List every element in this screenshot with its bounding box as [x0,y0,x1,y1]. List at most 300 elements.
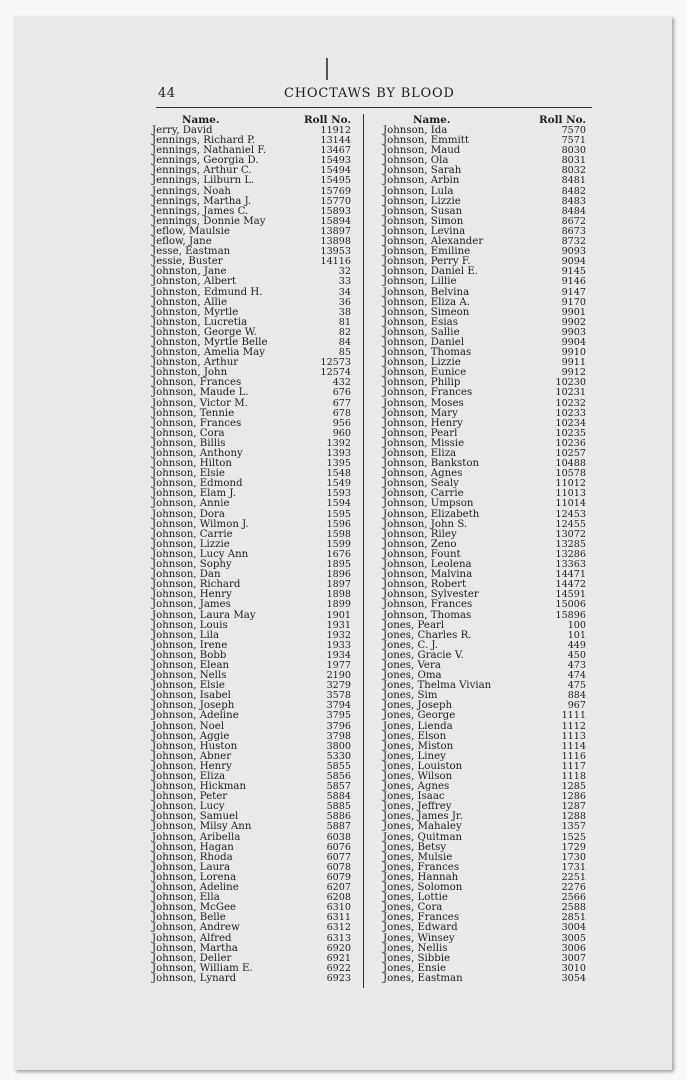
entry-roll-number: 5887 [326,821,351,833]
entry-name: Jones, Mahaley [383,821,462,833]
entry-name: Johnson, James [152,599,231,611]
entry-name: Jones, Liney [383,750,446,762]
entry-roll-number: 3004 [561,922,586,934]
entry-roll-number: 15896 [555,609,586,621]
entry-name: Johnson, Thomas [383,609,472,621]
entry-roll-number: 100 [567,619,586,631]
roll-entry [152,600,351,610]
entry-roll-number: 1288 [561,811,586,823]
entry-name: Johnson, Nells [152,670,227,682]
entry-name: Johnson, Dan [152,569,221,581]
entry-roll-number: 1548 [326,468,351,480]
entry-roll-number: 8484 [561,205,586,217]
roll-entry [383,600,586,610]
entry-roll-number: 2588 [561,902,586,914]
entry-roll-number: 15769 [320,185,351,197]
entry-roll-number: 8732 [561,236,586,248]
entry-name: Johnson, Frances [383,387,473,399]
entry-name: Johnson, Alfred [152,932,232,944]
entry-name: Johnson, Sarah [383,165,462,177]
entry-name: Johnson, Sophy [152,559,232,571]
entry-name: Johnson, Henry [152,760,232,772]
entry-roll-number: 1593 [326,488,351,500]
entry-name: Jones, George [383,710,456,722]
entry-roll-number: 13144 [320,135,351,147]
entry-name: Johnston, Myrtle [152,306,239,318]
entry-name: Johnson, Louis [152,619,228,631]
entry-roll-number: 449 [567,639,586,651]
entry-name: Johnson, Laura [152,861,231,873]
entry-roll-number: 9094 [561,256,586,268]
entry-name: Jones, Gracie V. [383,649,464,661]
entry-name: Johnson, Lizzie [383,195,461,207]
entry-roll-number: 6313 [326,932,351,944]
entry-name: Johnston, Allie [152,296,227,308]
entry-roll-number: 13286 [555,548,586,560]
entry-name: Johnson, Lillie [383,276,457,288]
roll-entry [383,974,586,984]
entry-name: Johnson, Lynard [152,972,237,984]
entry-roll-number: 6208 [326,892,351,904]
entry-name: Johnson, Susan [383,205,463,217]
entry-name: Johnson, Laura May [152,609,256,621]
entry-name: Jones, Quitman [383,831,463,843]
entry-roll-number: 1676 [326,548,351,560]
entry-name: Johnston, Myrtle Belle [152,336,268,348]
entry-name: Johnson, Hagan [152,841,234,853]
entry-name: Johnson, Adeline [152,710,239,722]
entry-name: Johnson, Pearl [383,427,458,439]
entry-name: Jones, Charles R. [383,629,472,641]
entry-roll-number: 2190 [326,670,351,682]
entry-roll-number: 11012 [555,478,586,490]
entry-name: Jones, Joseph [383,700,453,712]
entry-name: Johnson, Carrie [383,488,464,500]
entry-roll-number: 475 [567,680,586,692]
entry-name: Jones, Mulsie [383,851,453,863]
page-title: CHOCTAWS BY BLOOD [284,86,455,101]
entry-roll-number: 13898 [320,236,351,248]
entry-roll-number: 81 [338,316,351,328]
entry-roll-number: 1729 [561,841,586,853]
entry-roll-number: 15495 [320,175,351,187]
entry-name: Johnston, Jane [152,266,227,278]
entry-roll-number: 6920 [326,942,351,954]
entry-name: Johnson, Aggie [152,730,230,742]
entry-name: Jones, Winsey [383,932,455,944]
entry-roll-number: 15494 [320,165,351,177]
entry-name: Johnson, Simeon [383,306,470,318]
entry-name: Johnson, Abner [152,750,232,762]
entry-name: Johnson, Alexander [383,236,484,248]
entry-roll-number: 85 [338,347,351,359]
entry-name: Jessie, Buster [152,256,223,268]
entry-name: Johnson, Martha [152,942,238,954]
entry-name: Jennings, Nathaniel F. [152,145,267,157]
entry-roll-number: 6079 [326,871,351,883]
entry-name: Jennings, Donnie May [152,215,266,227]
entry-name: Johnson, Tennie [152,407,235,419]
entry-name: Jones, Nellis [383,942,448,954]
entry-roll-number: 8481 [561,175,586,187]
entry-roll-number: 1114 [561,740,586,752]
entry-name: Jeflow, Maulsie [152,225,230,237]
entry-roll-number: 82 [338,326,351,338]
entry-name: Jennings, Arthur C. [152,165,252,177]
entry-roll-number: 9093 [561,246,586,258]
entry-roll-number: 8672 [561,215,586,227]
entry-roll-number: 473 [567,659,586,671]
entry-name: Johnson, Thomas [383,347,472,359]
entry-roll-number: 676 [332,387,351,399]
entry-name: Jones, Eastman [383,972,463,984]
entry-name: Johnson, Sallie [383,326,460,338]
entry-roll-number: 7571 [561,135,586,147]
entry-roll-number: 84 [338,336,351,348]
entry-roll-number: 3006 [561,942,586,954]
right-column [383,115,586,984]
entry-roll-number: 10231 [555,387,586,399]
entry-name: Johnson, Bankston [383,458,480,470]
column-divider [363,114,364,988]
entry-roll-number: 13285 [555,538,586,550]
entry-roll-number: 6312 [326,922,351,934]
entry-name: Jones, Louiston [383,760,463,772]
entry-name: Johnston, Albert [152,276,236,288]
entry-roll-number: 3800 [326,740,351,752]
entry-roll-number: 3054 [561,972,586,984]
entry-roll-number: 8032 [561,165,586,177]
entry-roll-number: 2851 [561,912,586,924]
entry-roll-number: 34 [338,286,351,298]
entry-roll-number: 9145 [561,266,586,278]
entry-name: Jones, Wilson [383,771,453,782]
entry-roll-number: 1898 [326,589,351,601]
entry-name: Johnson, McGee [152,902,237,914]
entry-name: Johnson, Umpson [383,498,474,510]
entry-roll-number: 10236 [555,437,586,449]
entry-roll-number: 1392 [326,437,351,449]
entry-roll-number: 1549 [326,478,351,490]
entry-name: Johnson, Ida [383,125,448,136]
entry-name: Jennings, Martha J. [152,195,252,207]
entry-roll-number: 3007 [561,952,586,964]
entry-name: Johnson, Maud [383,145,461,157]
entry-roll-number: 14591 [555,589,586,601]
entry-roll-number: 15770 [320,195,351,207]
entry-roll-number: 450 [567,649,586,661]
entry-roll-number: 1395 [326,458,351,470]
entry-roll-number: 13363 [555,559,586,571]
entry-roll-number: 10578 [555,468,586,480]
entry-name: Johnson, Huston [152,740,238,752]
entry-roll-number: 1731 [561,861,586,873]
entry-name: Johnson, Sealy [383,478,459,490]
entry-roll-number: 1525 [561,831,586,843]
entry-name: Jones, Ensie [383,962,447,974]
name-header: Name. [413,114,451,126]
entry-name: Johnson, Bobb [152,649,227,661]
entry-name: Jones, Vera [383,659,441,671]
entry-roll-number: 678 [332,407,351,419]
entry-name: Johnson, Zeno [383,538,457,550]
entry-name: Johnson, Daniel [383,336,465,348]
entry-name: Johnson, Arbin [383,175,460,187]
entry-roll-number: 6310 [326,902,351,914]
entry-name: Jones, Frances [383,912,460,924]
entry-name: Jennings, Richard P. [152,135,256,147]
entry-name: Johnson, John S. [383,518,468,530]
entry-name: Johnson, Perry F. [383,256,471,268]
entry-name: Jones, Isaac [383,791,445,803]
entry-roll-number: 38 [338,306,351,318]
entry-name: Johnson, Leolena [383,559,472,571]
entry-roll-number: 9147 [561,286,586,298]
entry-name: Johnson, Maude L. [152,387,249,399]
entry-name: Johnson, Andrew [152,922,240,934]
entry-name: Johnson, Adeline [152,882,239,894]
page-number: 44 [158,86,176,101]
entry-roll-number: 5885 [326,801,351,813]
entry-roll-number: 1931 [326,619,351,631]
entry-name: Johnson, Billis [152,437,226,449]
entry-name: Johnson, Sylvester [383,589,479,601]
entry-name: Johnson, Belle [152,912,226,924]
entry-name: Johnson, Irene [152,639,228,651]
entry-name: Johnson, Cora [152,427,225,439]
entry-roll-number: 3005 [561,932,586,944]
entry-roll-number: 13897 [320,225,351,237]
entry-name: Jones, Edward [383,922,458,934]
entry-roll-number: 101 [567,629,586,641]
entry-roll-number: 15893 [320,205,351,217]
entry-name: Johnson, Elizabeth [383,508,480,520]
entry-roll-number: 15006 [555,599,586,611]
entry-roll-number: 5884 [326,791,351,803]
entry-name: Johnson, Carrie [152,528,233,540]
entry-roll-number: 5856 [326,771,351,782]
entry-name: Johnson, Riley [383,528,457,540]
entry-roll-number: 6311 [326,912,351,924]
entry-name: Jones, Cora [383,902,443,914]
entry-roll-number: 3010 [561,962,586,974]
entry-name: Johnson, Ella [152,892,220,904]
entry-name: Johnson, Robert [383,579,467,591]
entry-roll-number: 10488 [555,458,586,470]
entry-name: Johnson, Agnes [383,468,463,480]
entry-name: Jennings, Lilburn L. [152,175,255,187]
entry-roll-number: 15894 [320,215,351,227]
entry-roll-number: 9911 [561,357,586,369]
entry-roll-number: 6078 [326,861,351,873]
entry-roll-number: 6207 [326,882,351,894]
entry-name: Jones, Miston [383,740,454,752]
entry-name: Johnson, Levina [383,225,466,237]
entry-roll-number: 33 [338,276,351,288]
entry-roll-number: 1393 [326,448,351,459]
entry-name: Johnson, Frances [383,599,473,611]
entry-roll-number: 9910 [561,347,586,359]
entry-roll-number: 960 [332,427,351,439]
entry-roll-number: 6038 [326,831,351,843]
entry-name: Johnson, Henry [383,417,463,429]
entry-roll-number: 1286 [561,791,586,803]
entry-roll-number: 1596 [326,518,351,530]
entry-name: Johnson, Deller [152,952,232,964]
entry-name: Johnson, Elam J. [152,488,236,500]
entry-roll-number: 3796 [326,720,351,732]
entry-name: Jones, Oma [383,670,442,682]
entry-roll-number: 1932 [326,629,351,641]
entry-name: Johnson, Elsie [152,680,225,692]
roll-entry [383,277,586,287]
roll-entry [152,923,351,933]
entry-name: Jones, Thelma Vivian [383,680,492,692]
entry-name: Johnson, Victor M. [152,397,248,409]
entry-roll-number: 1111 [561,710,586,722]
entry-name: Johnson, Joseph [152,700,235,712]
entry-roll-number: 1116 [561,750,586,762]
entry-name: Johnson, Lula [383,185,454,197]
entry-name: Johnson, Lizzie [383,357,461,369]
entry-name: Johnson, Eliza A. [383,296,470,308]
entry-name: Johnson, Frances [152,377,242,389]
entry-name: Johnson, Mary [383,407,458,419]
entry-roll-number: 5857 [326,781,351,793]
entry-roll-number: 3794 [326,700,351,712]
entry-name: Johnson, Eliza [152,771,226,782]
roll-entry [152,277,351,287]
entry-name: Jennings, Georgia D. [152,155,259,167]
entry-roll-number: 8482 [561,185,586,197]
entry-name: Johnson, Simon [383,215,464,227]
entry-roll-number: 14472 [555,579,586,591]
entry-name: Johnson, Frances [152,417,242,429]
entry-name: Jones, Lienda [383,720,453,732]
entry-name: Johnston, Amelia May [152,347,265,359]
entry-name: Johnson, Emmitt [383,135,469,147]
entry-roll-number: 8673 [561,225,586,237]
entry-roll-number: 8483 [561,195,586,207]
entry-name: Jones, Sim [383,690,438,702]
entry-name: Johnson, Eliza [383,448,457,459]
entry-name: Jones, Sibbie [383,952,451,964]
entry-name: Johnson, Emiline [383,246,471,258]
entry-name: Jones, James Jr. [383,811,463,823]
entry-roll-number: 1977 [326,659,351,671]
entry-name: Johnson, Noel [152,720,225,732]
entry-name: Johnston, John [152,367,228,379]
entry-name: Johnson, Dora [152,508,225,520]
entry-roll-number: 10234 [555,417,586,429]
entry-roll-number: 9170 [561,296,586,308]
entry-roll-number: 9903 [561,326,586,338]
name-header: Name. [182,114,220,126]
entry-roll-number: 1896 [326,569,351,581]
entry-name: Johnson, Fount [383,548,461,560]
entry-name: Johnston, Lucretia [152,316,248,328]
entry-name: Jones, Frances [383,861,460,873]
entry-name: Jones, Pearl [383,619,445,631]
roll-header: Roll No. [304,114,351,126]
entry-roll-number: 13953 [320,246,351,258]
entry-roll-number: 11014 [555,498,586,510]
entry-name: Jones, C. J. [383,639,438,651]
entry-roll-number: 1594 [326,498,351,510]
entry-roll-number: 1933 [326,639,351,651]
entry-roll-number: 2276 [561,882,586,894]
entry-name: Johnson, Lila [152,629,220,641]
entry-name: Johnson, Ola [383,155,449,167]
entry-roll-number: 1285 [561,781,586,793]
entry-name: Johnson, Isabel [152,690,231,702]
entry-name: Johnson, Lucy Ann [152,548,249,560]
entry-roll-number: 1287 [561,801,586,813]
entry-name: Jennings, Noah [152,185,231,197]
entry-roll-number: 13072 [555,528,586,540]
entry-roll-number: 1895 [326,559,351,571]
entry-roll-number: 8030 [561,145,586,157]
entry-name: Jesse, Eastman [152,246,231,258]
entry-roll-number: 1595 [326,508,351,520]
entry-roll-number: 1901 [326,609,351,621]
entry-name: Johnson, Aribella [152,831,241,843]
entry-name: Johnson, Anthony [152,448,243,459]
entry-roll-number: 13467 [320,145,351,157]
entry-roll-number: 12573 [320,357,351,369]
entry-roll-number: 1730 [561,851,586,863]
entry-name: Johnson, Milsy Ann [152,821,252,833]
entry-roll-number: 6921 [326,952,351,964]
entry-name: Johnson, Richard [152,579,241,591]
entry-roll-number: 9146 [561,276,586,288]
entry-roll-number: 432 [332,377,351,389]
entry-roll-number: 1899 [326,599,351,611]
entry-name: Johnson, Daniel E. [383,266,479,278]
entry-name: Johnson, Annie [152,498,230,510]
entry-roll-number: 6922 [326,962,351,974]
entry-roll-number: 9902 [561,316,586,328]
entry-name: Johnson, Philip [383,377,461,389]
roll-entry [152,974,351,984]
entry-roll-number: 9901 [561,306,586,318]
entry-roll-number: 1598 [326,528,351,540]
entry-name: Jones, Betsy [383,841,447,853]
entry-roll-number: 1599 [326,538,351,550]
entry-roll-number: 2251 [561,871,586,883]
entry-roll-number: 1113 [561,730,586,742]
entry-name: Johnson, Peter [152,791,228,803]
entry-roll-number: 9912 [561,367,586,379]
entry-name: Jones, Lottie [383,892,448,904]
entry-roll-number: 474 [567,670,586,682]
entry-roll-number: 1897 [326,579,351,591]
entry-name: Johnson, Missie [383,437,465,449]
entry-roll-number: 1112 [561,720,586,732]
entry-name: Jones, Solomon [383,882,463,894]
entry-roll-number: 884 [567,690,586,702]
entry-roll-number: 12455 [555,518,586,530]
entry-roll-number: 2566 [561,892,586,904]
entry-name: Johnson, Samuel [152,811,239,823]
entry-name: Johnson, Henry [152,589,232,601]
entry-name: Johnston, George W. [152,326,257,338]
entry-roll-number: 10257 [555,448,586,459]
header-rule [156,107,592,108]
entry-name: Jones, Agnes [383,781,450,793]
entry-name: Johnson, Lizzie [152,538,230,550]
entry-roll-number: 14116 [320,256,351,268]
